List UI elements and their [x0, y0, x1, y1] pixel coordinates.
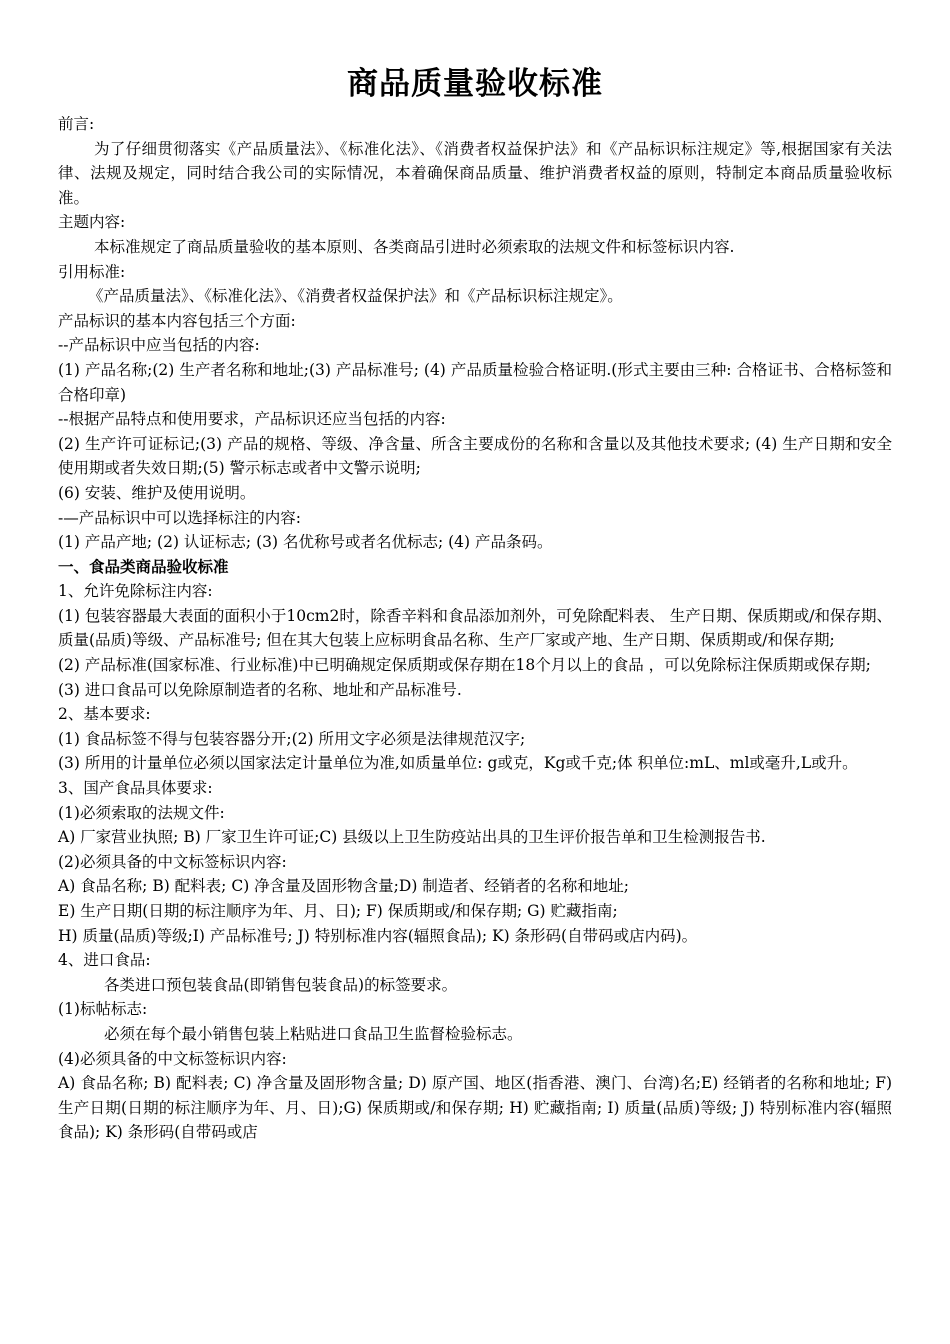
paragraph: (3) 进口食品可以免除原制造者的名称、地址和产品标准号. — [58, 680, 462, 699]
paragraph: -—产品标识中可以选择标注的内容: — [58, 508, 301, 527]
paragraph: (3) 所用的计量单位必须以国家法定计量单位为准,如质量单位: g或克，Kg或千克;体 积单位:mL、ml或毫升,L或升。 — [58, 754, 858, 773]
paragraph: 《产品质量法》、《标准化法》、《消费者权益保护法》和《产品标识标注规定》。 — [88, 287, 623, 306]
document-title: 商品质量验收标准 — [347, 66, 603, 102]
paragraph: 为了仔细贯彻落实《产品质量法》、《标准化法》、《消费者权益保护法》和《产品标识标注规定》等,根据国家有关法律、法规及规定，同时结合我公司的实际情况，本着确保商品质量、维护消费者权益的原则，特制定本商品质量验收标准。 — [58, 139, 892, 207]
paragraph: A) 食品名称; B) 配料表; C) 净含量及固形物含量;D) 制造者、经销者的名称和地址; — [58, 877, 630, 896]
paragraph: (2)必须具备的中文标签标识内容: — [58, 852, 287, 871]
document-body — [58, 112, 892, 1145]
paragraph: 引用标准: — [58, 262, 126, 281]
paragraph: 必须在每个最小销售包装上粘贴进口食品卫生监督检验标志。 — [104, 1024, 523, 1043]
paragraph: 产品标识的基本内容包括三个方面: — [58, 311, 296, 330]
paragraph: 3、国产食品具体要求: — [58, 779, 213, 798]
paragraph: A) 食品名称; B) 配料表; C) 净含量及固形物含量; D) 原产国、地区(指香港、澳门、台湾)名;E) 经销者的名称和地址; F) 生产日期(日期的标注顺序为年、月、日);G) 保质期或/和保存期; H) 贮藏指南; I) 质量(品质)等级; J) 特别标准内容(辐照食品); K) 条形码(自带码或店 — [58, 1074, 892, 1142]
paragraph: (1)标帖标志: — [58, 1000, 148, 1019]
paragraph: 主题内容: — [58, 213, 126, 232]
paragraph: (6) 安装、维护及使用说明。 — [58, 483, 256, 502]
paragraph: 2、基本要求: — [58, 705, 151, 724]
paragraph: 4、进口食品: — [58, 951, 151, 970]
section-heading: 一、食品类商品验收标准 — [58, 557, 229, 576]
paragraph: --根据产品特点和使用要求，产品标识还应当包括的内容: — [58, 410, 446, 429]
paragraph: 各类进口预包装食品(即销售包装食品)的标签要求。 — [104, 975, 458, 994]
paragraph: 前言: — [58, 115, 95, 133]
paragraph: (1) 产品产地; (2) 认证标志; (3) 名优称号或者名优标志; (4) 产品条码。 — [58, 533, 553, 552]
paragraph: --产品标识中应当包括的内容: — [58, 336, 260, 355]
paragraph: (4)必须具备的中文标签标识内容: — [58, 1049, 287, 1068]
paragraph: (1) 食品标签不得与包装容器分开;(2) 所用文字必须是法律规范汉字; — [58, 729, 526, 748]
paragraph: (2) 生产许可证标记;(3) 产品的规格、等级、净含量、所含主要成份的名称和含量以及其他技术要求; (4) 生产日期和安全使用期或者失效日期;(5) 警示标志或者中文警示说明; — [58, 434, 892, 478]
paragraph: (1) 产品名称;(2) 生产者名称和地址;(3) 产品标准号; (4) 产品质量检验合格证明.(形式主要由三种: 合格证书、合格标签和合格印章) — [58, 360, 892, 404]
paragraph: (1)必须索取的法规文件: — [58, 803, 225, 822]
paragraph: A) 厂家营业执照; B) 厂家卫生许可证;C) 县级以上卫生防疫站出具的卫生评价报告单和卫生检测报告书. — [58, 828, 766, 847]
paragraph: 本标准规定了商品质量验收的基本原则、各类商品引进时必须索取的法规文件和标签标识内容. — [94, 237, 735, 256]
paragraph: 1、允许免除标注内容: — [58, 582, 213, 601]
paragraph: H) 质量(品质)等级;I) 产品标准号; J) 特别标准内容(辐照食品); K) 条形码(自带码或店内码)。 — [58, 926, 698, 945]
paragraph: (1) 包装容器最大表面的面积小于10cm2时，除香辛料和食品添加剂外，可免除配料表、 生产日期、保质期或/和保存期、质量(品质)等级、产品标准号; 但在其大包装上应标明食品名称、生产厂家或产地、生产日期、保质期或/和保存期; — [58, 606, 892, 650]
paragraph: (2) 产品标准(国家标准、行业标准)中已明确规定保质期或保存期在18个月以上的食品 ，可以免除标注保质期或保存期; — [58, 656, 871, 675]
paragraph: E) 生产日期(日期的标注顺序为年、月、日); F) 保质期或/和保存期; G) 贮藏指南; — [58, 902, 618, 920]
